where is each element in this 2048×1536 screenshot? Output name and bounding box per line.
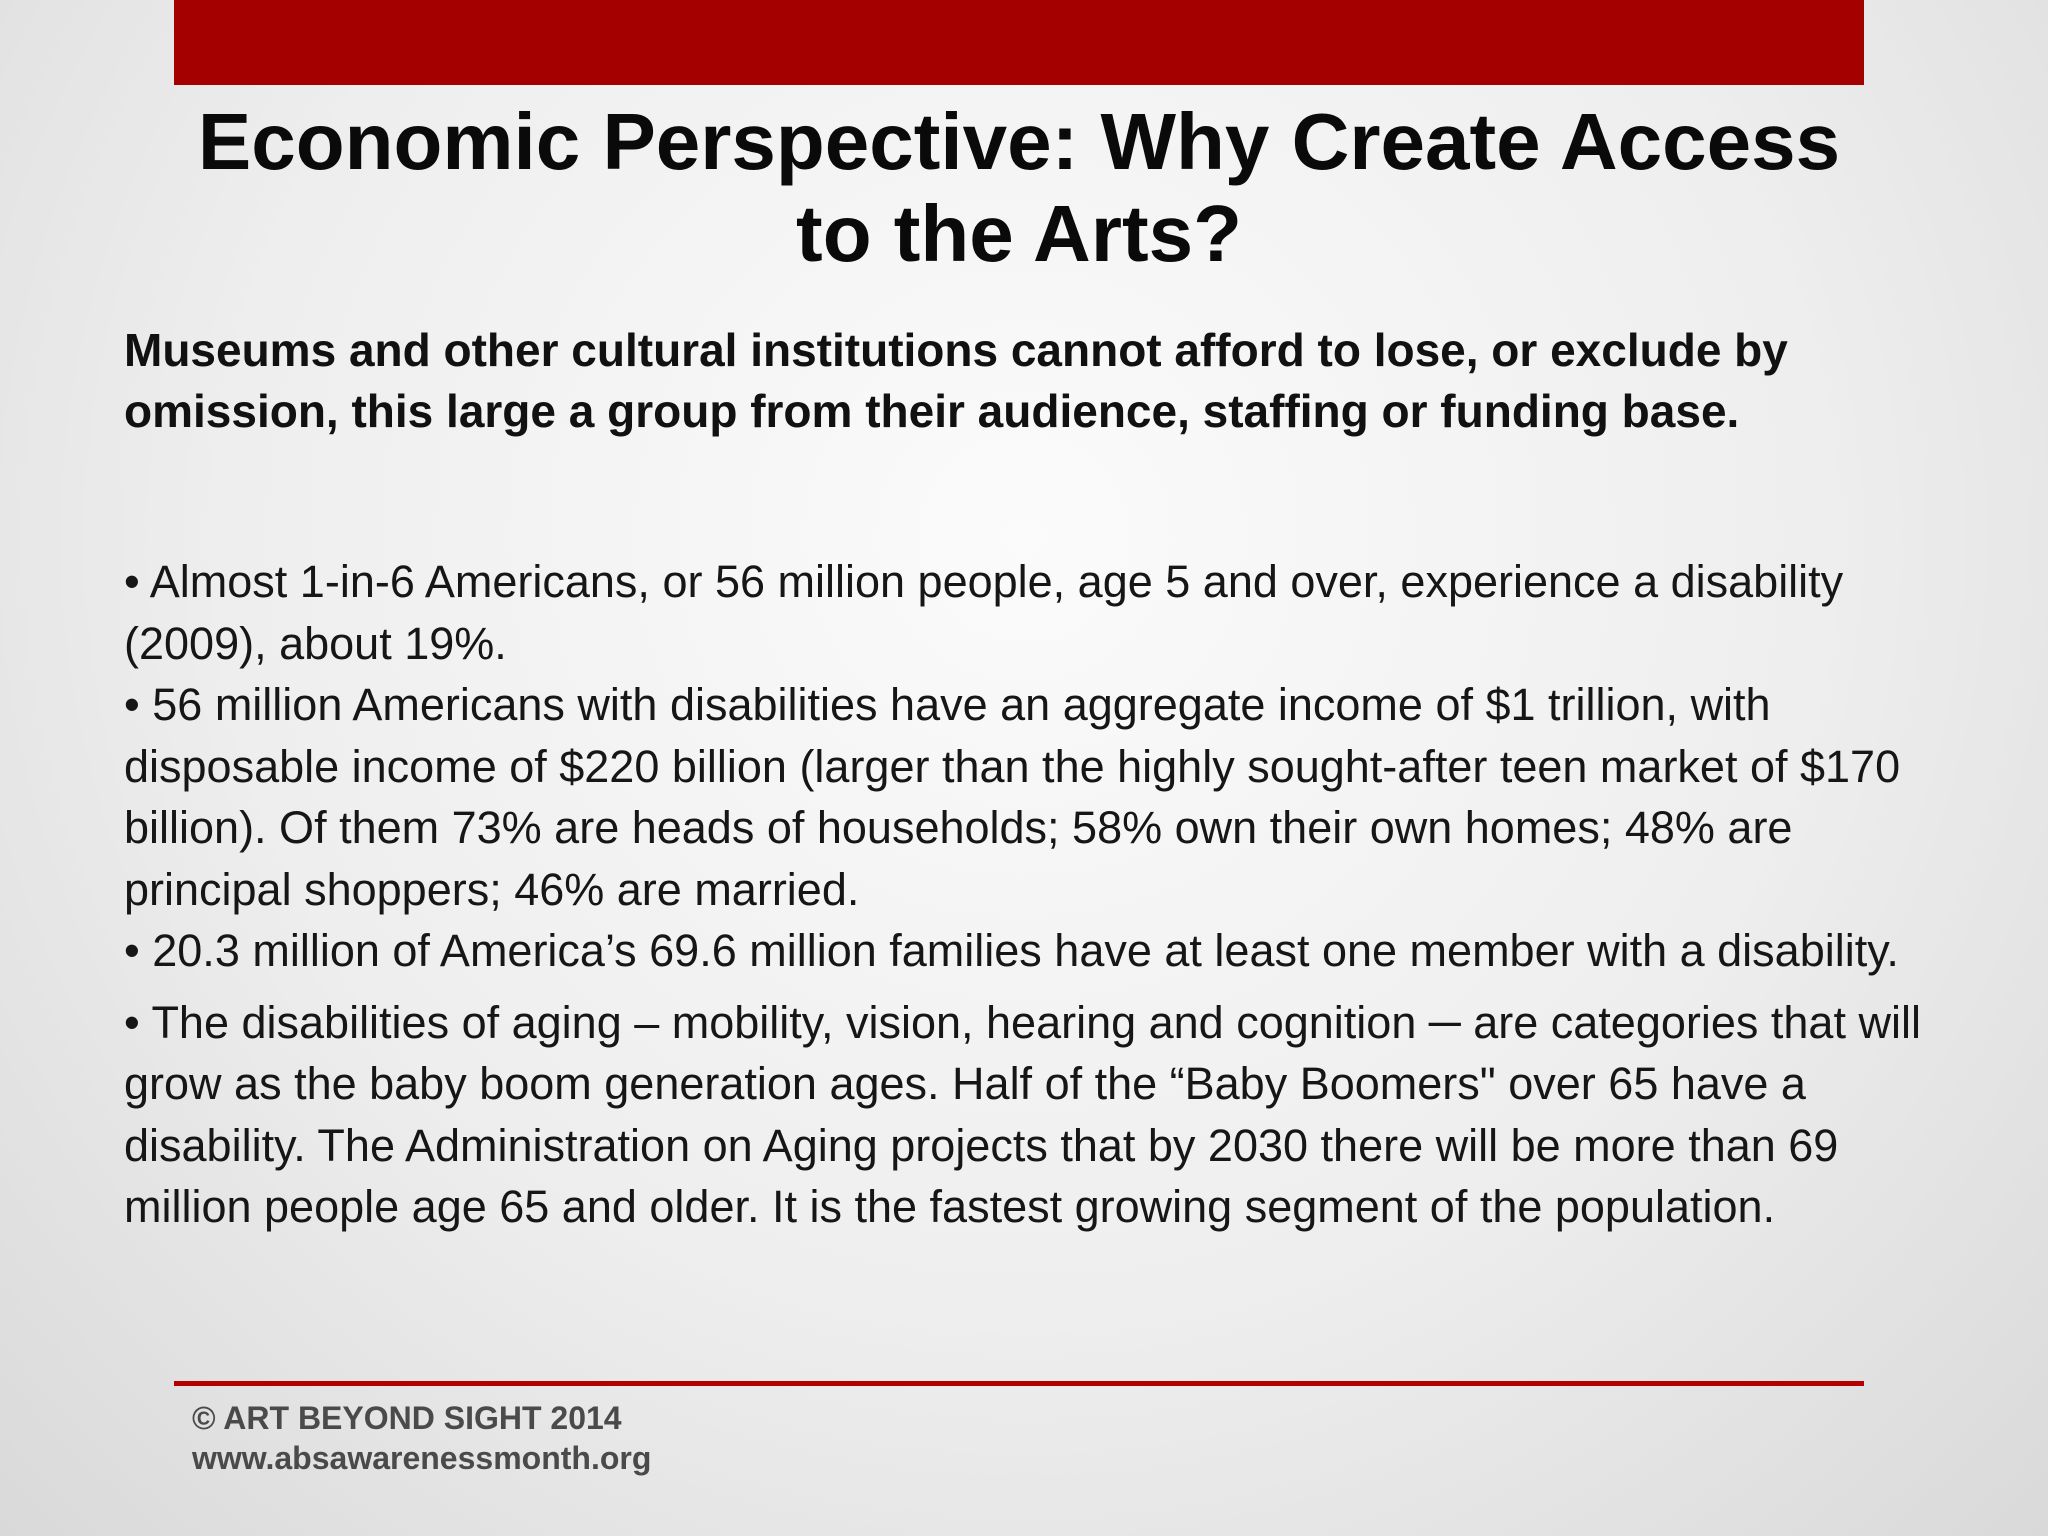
- bullet-item-aging: • The disabilities of aging – mobility, vision, hearing and cognition ─ are categories that will grow as the baby boom generation ages. Half of the “Baby Boomers" over 65 have a disability. The Administration on Aging projects that by 2030 there will be more than 69 million people age 65 and older. It is the fastest growing segment of the population.: [124, 996, 1921, 1232]
- bullet-item-disability-prevalence: • Almost 1-in-6 Americans, or 56 million people, age 5 and over, experience a disability (2009), about 19%.: [124, 556, 1844, 669]
- bullet-item-income: • 56 million Americans with disabilities have an aggregate income of $1 trillion, with disposable income of $220 billion (larger than the highly sought-after teen market of $170 billion). Of them 73% are heads of households; 58% own their own homes; 48% are principal shoppers; 46% are married.: [124, 679, 1901, 915]
- slide-title: Economic Perspective: Why Create Access to the Arts?: [197, 97, 1841, 278]
- top-accent-bar: [174, 0, 1864, 85]
- website-text: www.absawarenessmonth.org: [192, 1440, 652, 1476]
- footer-divider: [174, 1381, 1864, 1386]
- copyright-text: © ART BEYOND SIGHT 2014: [192, 1400, 622, 1436]
- footer: [192, 1398, 651, 1478]
- bullet-list: [124, 551, 1924, 1238]
- bullet-item-families: • 20.3 million of America’s 69.6 million families have at least one member with a disability.: [124, 925, 1899, 976]
- intro-statement: Museums and other cultural institutions cannot afford to lose, or exclude by omission, this large a group from their audience, staffing or funding base.: [124, 324, 1788, 437]
